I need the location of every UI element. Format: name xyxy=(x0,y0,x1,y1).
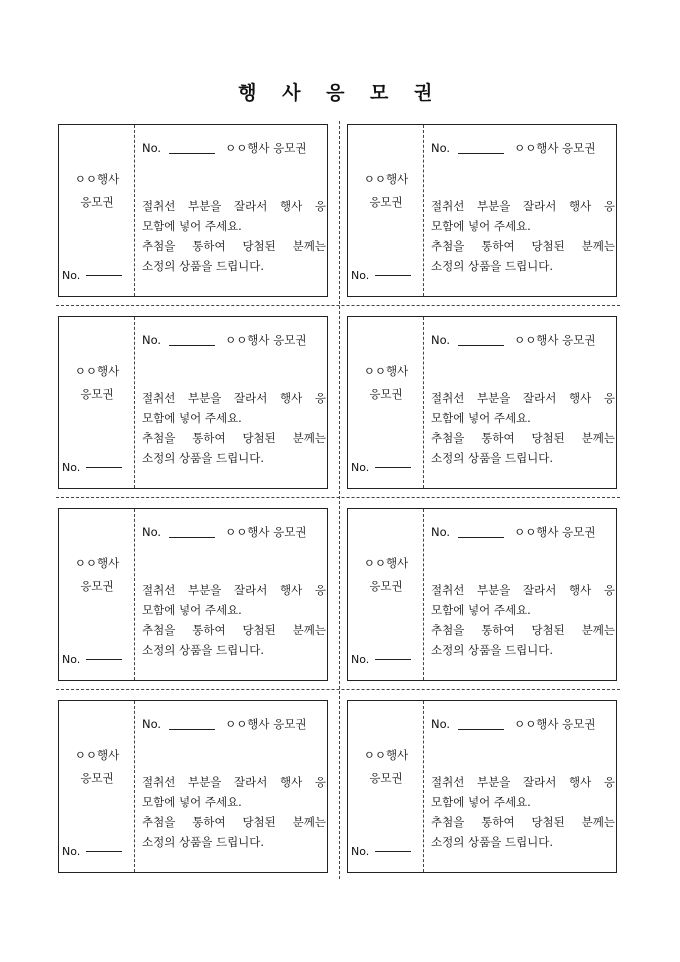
event-name: ㅇㅇ행사 응모권 xyxy=(514,141,596,155)
coupon xyxy=(58,124,328,297)
coupon-description: 절취선 부분을 잘라서 행사 응 모함에 넣어 주세요. 추첨을 통하여 당첨된 분께는 소정의 상품을 드립니다. xyxy=(431,583,615,657)
stub-label: ㅇㅇ행사 응모권 xyxy=(74,748,120,785)
coupon-body xyxy=(142,701,326,872)
number-blank xyxy=(169,537,215,538)
stub-label: ㅇㅇ행사 응모권 xyxy=(363,556,409,593)
stub-number-field: No. xyxy=(351,461,411,474)
coupon-description: 절취선 부분을 잘라서 행사 응 모함에 넣어 주세요. 추첨을 통하여 당첨된 분께는 소정의 상품을 드립니다. xyxy=(142,775,326,849)
coupon-stub xyxy=(348,125,424,296)
stub-number-field: No. xyxy=(62,653,122,666)
coupon-header xyxy=(142,140,326,156)
number-blank xyxy=(458,153,504,154)
stub-number-field: No. xyxy=(351,653,411,666)
coupon-stub xyxy=(348,701,424,872)
number-blank xyxy=(458,729,504,730)
stub-number-field: No. xyxy=(62,461,122,474)
coupon xyxy=(58,508,328,681)
coupon xyxy=(347,508,617,681)
stub-label: ㅇㅇ행사 응모권 xyxy=(74,556,120,593)
coupon-body xyxy=(431,317,615,488)
coupon-description: 절취선 부분을 잘라서 행사 응 모함에 넣어 주세요. 추첨을 통하여 당첨된 분께는 소정의 상품을 드립니다. xyxy=(431,391,615,465)
coupon-description: 절취선 부분을 잘라서 행사 응 모함에 넣어 주세요. 추첨을 통하여 당첨된 분께는 소정의 상품을 드립니다. xyxy=(431,199,615,273)
coupon-stub xyxy=(59,125,135,296)
horizontal-cut-line xyxy=(56,497,620,498)
stub-number-field: No. xyxy=(62,269,122,282)
coupon-header xyxy=(431,140,615,156)
number-label: No. xyxy=(142,525,162,539)
event-name: ㅇㅇ행사 응모권 xyxy=(514,333,596,347)
number-label: No. xyxy=(431,717,451,731)
number-blank xyxy=(169,729,215,730)
coupon-sheet xyxy=(58,124,620,879)
stub-number-field: No. xyxy=(351,845,411,858)
stub-label: ㅇㅇ행사 응모권 xyxy=(74,364,120,401)
page-title: 행 사 응 모 권 xyxy=(238,82,442,104)
coupon-body xyxy=(142,125,326,296)
coupon-header xyxy=(142,524,326,540)
coupon xyxy=(58,316,328,489)
coupon-header xyxy=(431,716,615,732)
coupon-body xyxy=(431,509,615,680)
number-blank xyxy=(458,537,504,538)
stub-label: ㅇㅇ행사 응모권 xyxy=(363,748,409,785)
horizontal-cut-line xyxy=(56,305,620,306)
event-name: ㅇㅇ행사 응모권 xyxy=(225,717,307,731)
coupon-body xyxy=(431,701,615,872)
number-blank xyxy=(458,345,504,346)
coupon xyxy=(58,700,328,873)
event-name: ㅇㅇ행사 응모권 xyxy=(225,525,307,539)
coupon xyxy=(347,700,617,873)
coupon-description: 절취선 부분을 잘라서 행사 응 모함에 넣어 주세요. 추첨을 통하여 당첨된 분께는 소정의 상품을 드립니다. xyxy=(142,199,326,273)
coupon xyxy=(347,124,617,297)
coupon-stub xyxy=(348,317,424,488)
number-label: No. xyxy=(142,333,162,347)
event-name: ㅇㅇ행사 응모권 xyxy=(514,717,596,731)
coupon xyxy=(347,316,617,489)
number-label: No. xyxy=(431,525,451,539)
number-label: No. xyxy=(431,333,451,347)
coupon-body xyxy=(142,317,326,488)
coupon-stub xyxy=(59,509,135,680)
coupon-header xyxy=(142,332,326,348)
horizontal-cut-line xyxy=(56,689,620,690)
event-name: ㅇㅇ행사 응모권 xyxy=(225,141,307,155)
number-label: No. xyxy=(431,141,451,155)
number-blank xyxy=(169,153,215,154)
stub-label: ㅇㅇ행사 응모권 xyxy=(363,172,409,209)
coupon-description: 절취선 부분을 잘라서 행사 응 모함에 넣어 주세요. 추첨을 통하여 당첨된 분께는 소정의 상품을 드립니다. xyxy=(142,583,326,657)
number-label: No. xyxy=(142,141,162,155)
coupon-stub xyxy=(59,701,135,872)
event-name: ㅇㅇ행사 응모권 xyxy=(514,525,596,539)
coupon-body xyxy=(431,125,615,296)
coupon-description: 절취선 부분을 잘라서 행사 응 모함에 넣어 주세요. 추첨을 통하여 당첨된 분께는 소정의 상품을 드립니다. xyxy=(431,775,615,849)
stub-label: ㅇㅇ행사 응모권 xyxy=(74,172,120,209)
stub-label: ㅇㅇ행사 응모권 xyxy=(363,364,409,401)
stub-number-field: No. xyxy=(351,269,411,282)
coupon-header xyxy=(431,524,615,540)
coupon-description: 절취선 부분을 잘라서 행사 응 모함에 넣어 주세요. 추첨을 통하여 당첨된 분께는 소정의 상품을 드립니다. xyxy=(142,391,326,465)
number-blank xyxy=(169,345,215,346)
coupon-header xyxy=(142,716,326,732)
event-name: ㅇㅇ행사 응모권 xyxy=(225,333,307,347)
stub-number-field: No. xyxy=(62,845,122,858)
coupon-stub xyxy=(59,317,135,488)
coupon-header xyxy=(431,332,615,348)
number-label: No. xyxy=(142,717,162,731)
coupon-body xyxy=(142,509,326,680)
coupon-stub xyxy=(348,509,424,680)
vertical-cut-line xyxy=(339,121,340,879)
